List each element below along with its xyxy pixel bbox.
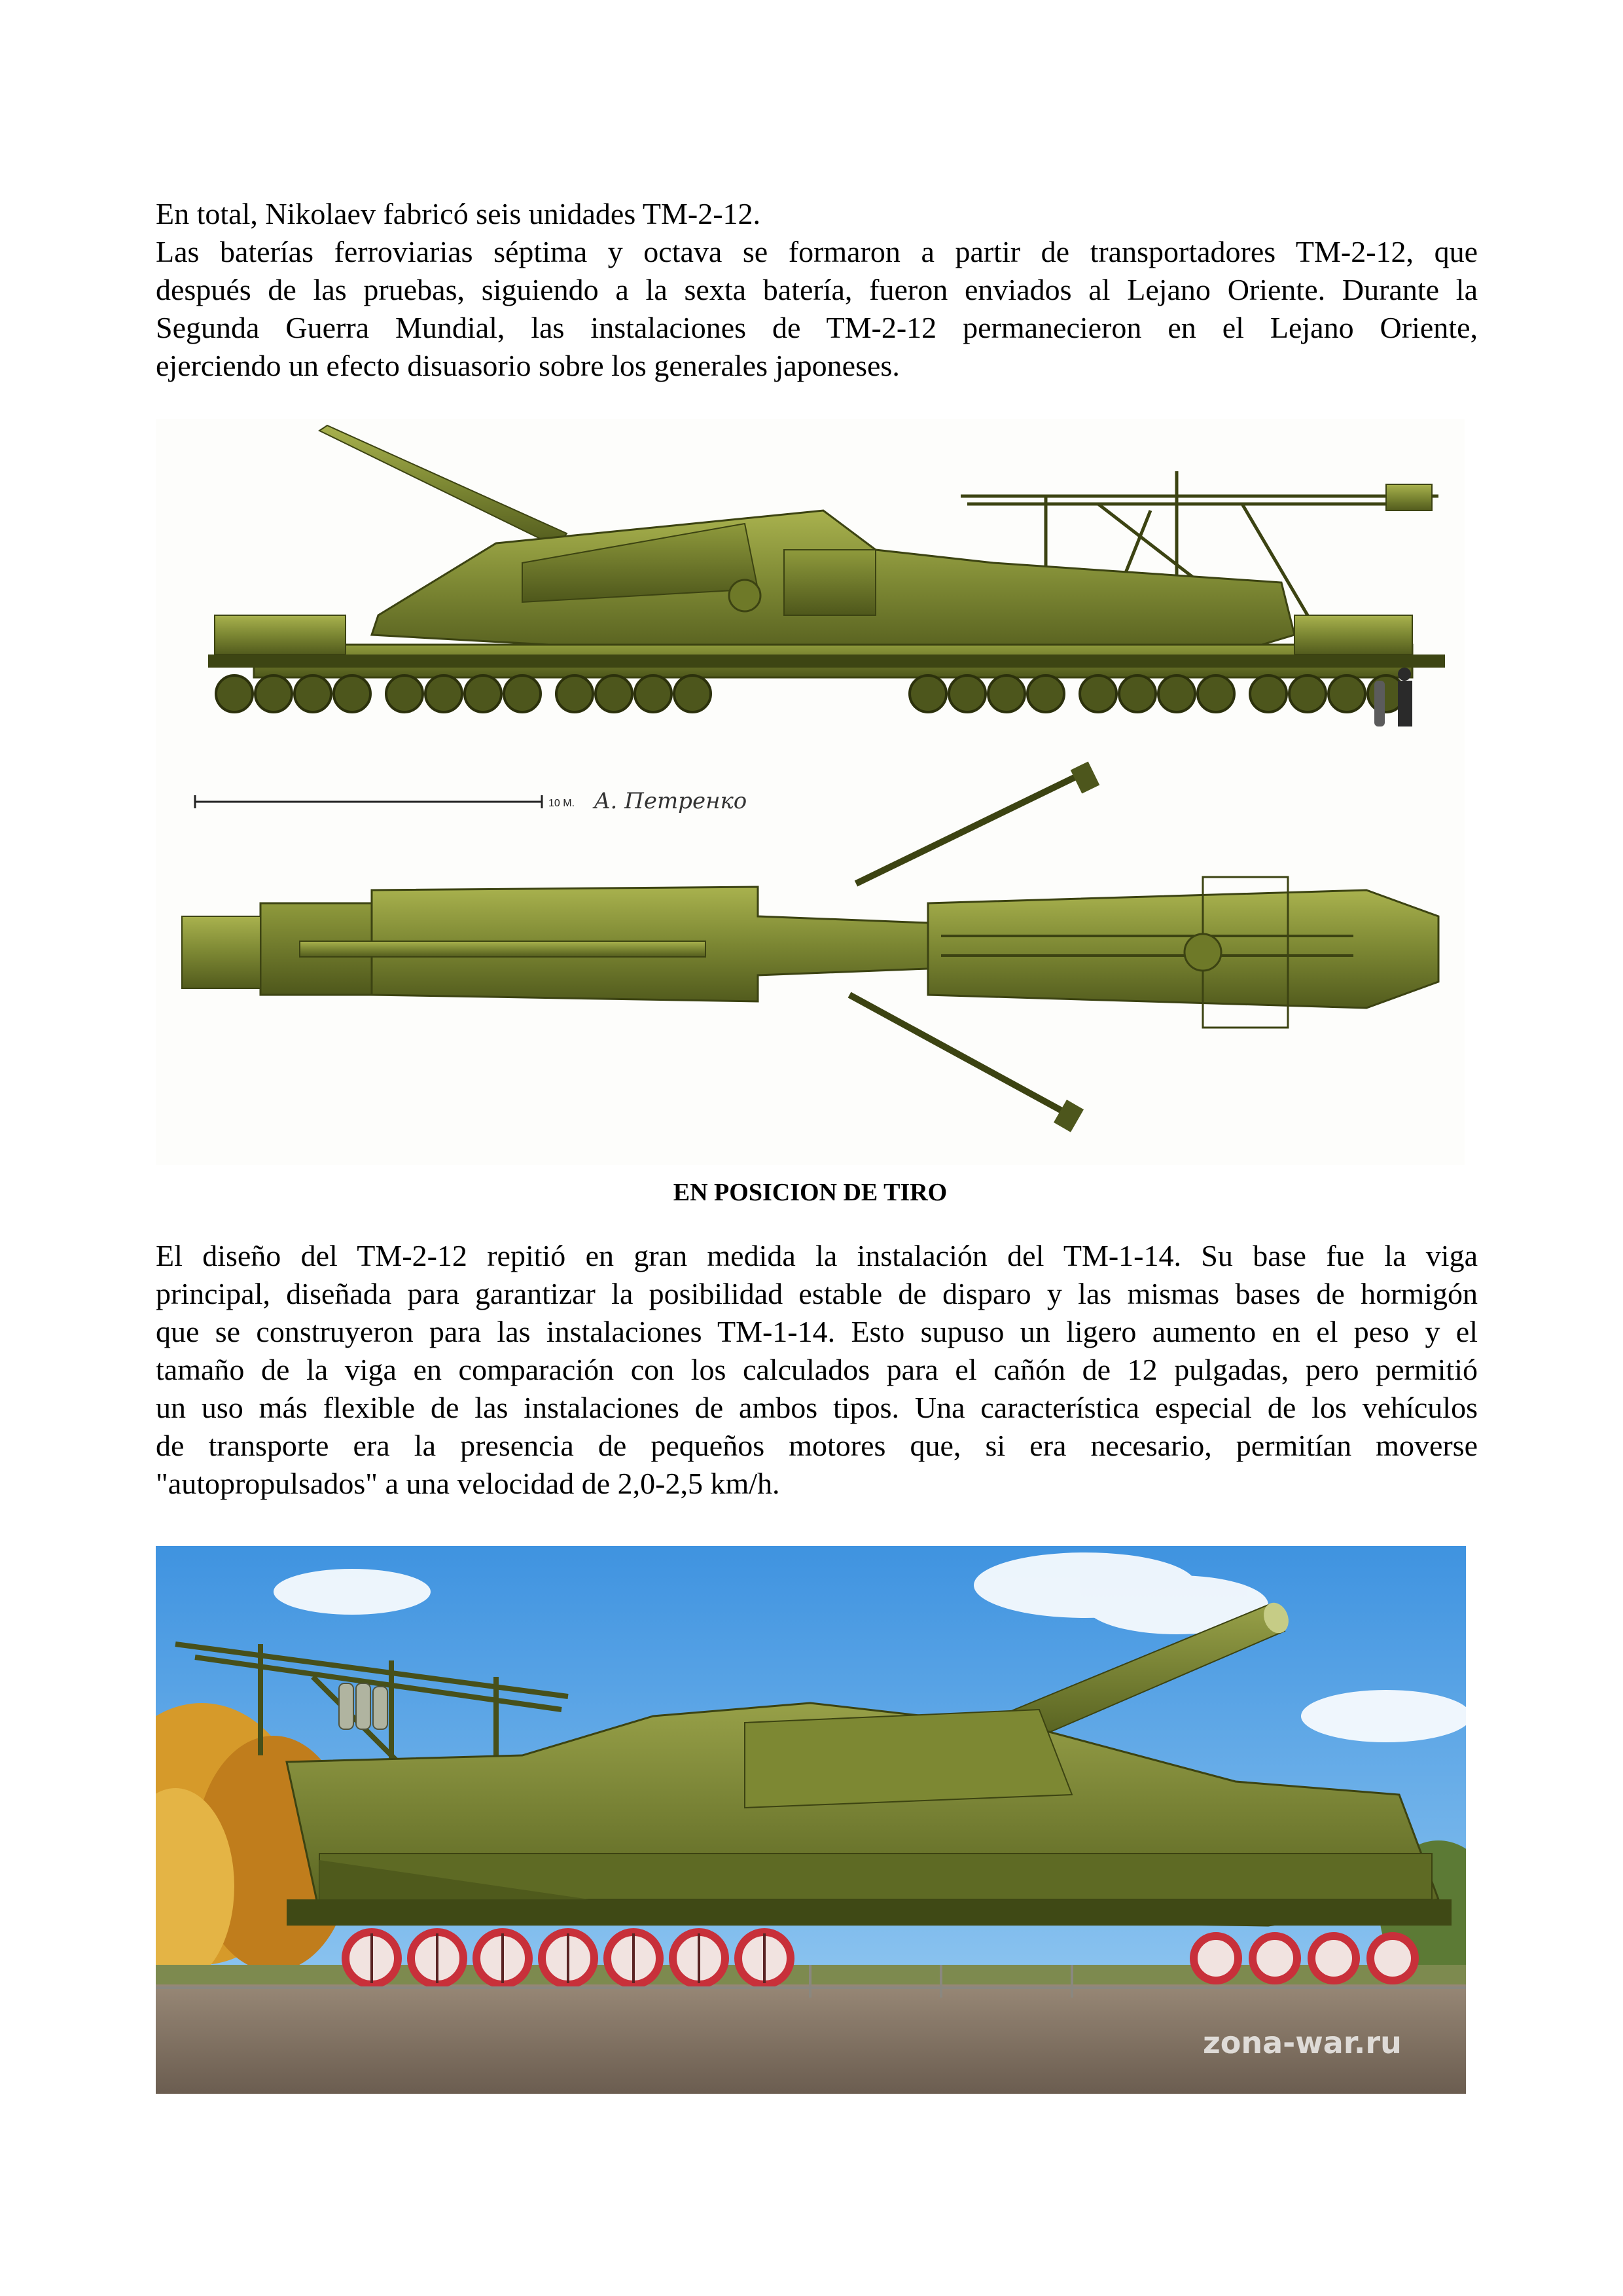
paragraph-2-line: principal, diseñada para garantizar la posibilidad estable de disparo y las mismas bases de hormigón — [156, 1277, 1478, 1310]
railway-gun-drawing — [156, 419, 1465, 1165]
top-view — [182, 761, 1438, 1132]
paragraph-2-line: de transporte era la presencia de pequeños motores que, si era necesario, permitían moverse — [156, 1429, 1478, 1462]
side-view — [208, 425, 1445, 726]
paragraph-2-line: "autopropulsados" a una velocidad de 2,0-2,5 km/h. — [156, 1467, 780, 1500]
watermark-text: zona-war.ru — [1203, 2025, 1402, 2060]
paragraph-1-line: En total, Nikolaev fabricó seis unidades TM-2-12. — [156, 197, 761, 230]
paragraph-1-line: Las baterías ferroviarias séptima y octava se formaron a partir de transportadores TM-2-12, que — [156, 235, 1478, 268]
scale-bar — [195, 795, 575, 809]
paragraph-2-line: que se construyeron para las instalaciones TM-1-14. Esto supuso un ligero aumento en el peso y el — [156, 1315, 1478, 1348]
scale-label: 10 M. — [548, 798, 575, 809]
artist-signature: A. Петренко — [594, 788, 747, 814]
paragraph-1 — [156, 195, 1478, 385]
paragraph-2-line: El diseño del TM-2-12 repitió en gran medida la instalación del TM-1-14. Su base fue la viga — [156, 1239, 1478, 1272]
paragraph-1-line: después de las pruebas, siguiendo a la sexta batería, fueron enviados al Lejano Oriente. Durante la — [156, 273, 1478, 306]
figure-caption: EN POSICION DE TIRO — [673, 1179, 948, 1206]
paragraph-2 — [156, 1237, 1478, 1503]
railway-gun-photo — [156, 1546, 1466, 2094]
paragraph-2-line: tamaño de la viga en comparación con los calculados para el cañón de 12 pulgadas, pero permitió — [156, 1353, 1478, 1386]
paragraph-1-line: Segunda Guerra Mundial, las instalaciones de TM-2-12 permanecieron en el Lejano Oriente, — [156, 311, 1478, 344]
paragraph-1-line: ejerciendo un efecto disuasorio sobre los generales japoneses. — [156, 349, 900, 382]
museum-photo-figure — [156, 1546, 1466, 2094]
paragraph-2-line: un uso más flexible de las instalaciones de ambos tipos. Una característica especial de los vehículos — [156, 1391, 1478, 1424]
technical-drawing-figure — [156, 419, 1465, 1165]
